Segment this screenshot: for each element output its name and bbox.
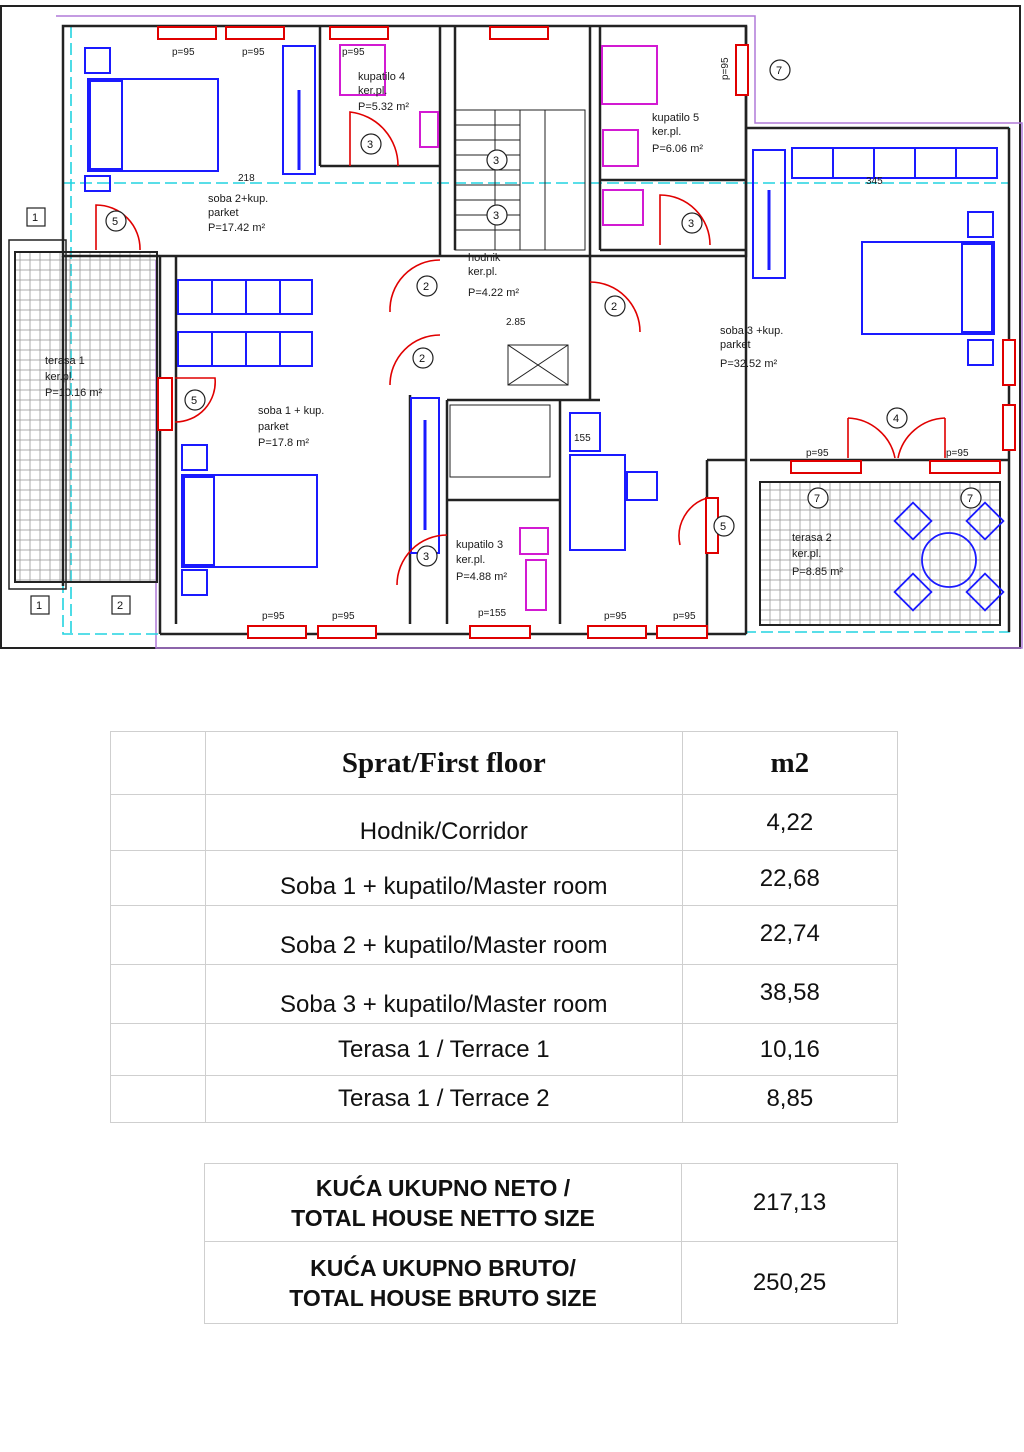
room-label-kupatilo5	[652, 112, 703, 155]
svg-text:P=5.32 m²: P=5.32 m²	[358, 101, 410, 113]
svg-text:soba 2+kup.: soba 2+kup.	[208, 193, 269, 205]
svg-text:soba 1 + kup.: soba 1 + kup.	[258, 405, 325, 417]
svg-text:7: 7	[776, 65, 783, 77]
svg-text:3: 3	[493, 155, 500, 167]
svg-text:terasa 2: terasa 2	[792, 532, 832, 544]
svg-text:3: 3	[688, 218, 695, 230]
svg-text:p=155: p=155	[478, 608, 507, 619]
door-mark	[605, 296, 625, 316]
svg-text:3: 3	[367, 139, 374, 151]
svg-text:p=95: p=95	[262, 611, 285, 622]
svg-text:5: 5	[720, 521, 727, 533]
room-label-kupatilo4	[358, 71, 409, 113]
svg-text:ker.pl.: ker.pl.	[652, 126, 682, 138]
svg-text:p=95: p=95	[604, 611, 627, 622]
totals-table	[204, 1163, 898, 1324]
table-row	[111, 906, 898, 965]
svg-text:3: 3	[493, 210, 500, 222]
table-row	[111, 795, 898, 851]
svg-text:ker.pl.: ker.pl.	[468, 266, 498, 278]
terrace-1	[9, 240, 157, 589]
row-label: Soba 3 + kupatilo/Master room	[205, 965, 682, 1024]
row-value: 10,16	[682, 1024, 897, 1076]
door-mark	[770, 60, 790, 80]
svg-text:p=95: p=95	[720, 57, 731, 80]
svg-text:345: 345	[866, 176, 883, 187]
svg-text:p=95: p=95	[806, 448, 829, 459]
door-mark	[106, 211, 126, 231]
door-mark	[185, 390, 205, 410]
svg-text:hodnik: hodnik	[468, 252, 501, 264]
header-floor: Sprat/First floor	[205, 732, 682, 795]
area-table-header	[111, 732, 898, 795]
door-mark	[961, 488, 981, 508]
svg-text:P=6.06 m²: P=6.06 m²	[652, 143, 704, 155]
svg-text:5: 5	[112, 216, 119, 228]
door-mark	[682, 213, 702, 233]
row-label: Hodnik/Corridor	[205, 795, 682, 851]
svg-text:P=8.85 m²: P=8.85 m²	[792, 566, 844, 578]
row-value: 8,85	[682, 1076, 897, 1123]
row-value: 4,22	[682, 795, 897, 851]
svg-text:7: 7	[814, 493, 821, 505]
svg-text:kupatilo 5: kupatilo 5	[652, 112, 700, 124]
row-label: Soba 2 + kupatilo/Master room	[205, 906, 682, 965]
row-label: Soba 1 + kupatilo/Master room	[205, 851, 682, 906]
svg-text:p=95: p=95	[673, 611, 696, 622]
svg-text:2: 2	[117, 600, 124, 612]
room-label-hodnik	[468, 252, 519, 299]
svg-text:parket: parket	[258, 421, 289, 433]
door-mark	[361, 134, 381, 154]
axis-mark	[27, 208, 45, 226]
svg-text:1: 1	[36, 600, 43, 612]
total-bruto-label: KUĆA UKUPNO BRUTO/ TOTAL HOUSE BRUTO SIZE	[205, 1242, 682, 1324]
svg-text:p=95: p=95	[342, 47, 365, 58]
total-netto-label: KUĆA UKUPNO NETO / TOTAL HOUSE NETTO SIZE	[205, 1164, 682, 1242]
table-row	[111, 1076, 898, 1123]
row-label: Terasa 1 / Terrace 2	[205, 1076, 682, 1123]
svg-text:P=4.88 m²: P=4.88 m²	[456, 571, 508, 583]
row-label: Terasa 1 / Terrace 1	[205, 1024, 682, 1076]
svg-text:ker.pl.: ker.pl.	[456, 554, 486, 566]
svg-text:soba 3 +kup.: soba 3 +kup.	[720, 325, 784, 337]
door-mark	[487, 150, 507, 170]
table-row	[111, 851, 898, 906]
svg-text:p=95: p=95	[946, 448, 969, 459]
door-mark	[487, 205, 507, 225]
svg-text:P=17.8 m²: P=17.8 m²	[258, 437, 310, 449]
header-unit: m2	[682, 732, 897, 795]
svg-text:2.85: 2.85	[506, 317, 526, 328]
door-mark	[887, 408, 907, 428]
svg-text:4: 4	[893, 413, 900, 425]
svg-text:1: 1	[32, 212, 39, 224]
total-bruto-value: 250,25	[682, 1242, 898, 1324]
door-mark	[808, 488, 828, 508]
svg-text:p=95: p=95	[242, 47, 265, 58]
svg-text:terasa 1: terasa 1	[45, 355, 85, 367]
svg-text:2: 2	[611, 301, 618, 313]
door-mark	[417, 546, 437, 566]
svg-text:parket: parket	[208, 207, 239, 219]
table-row	[111, 1024, 898, 1076]
header-blank	[111, 732, 206, 795]
floor-plan	[0, 0, 1024, 650]
room-label-soba3	[720, 325, 783, 370]
svg-text:5: 5	[191, 395, 198, 407]
door-mark	[413, 348, 433, 368]
total-row-netto	[205, 1164, 898, 1242]
table-row	[111, 965, 898, 1024]
row-value: 22,74	[682, 906, 897, 965]
room-label-soba1	[258, 405, 324, 449]
svg-text:p=95: p=95	[172, 47, 195, 58]
svg-text:p=95: p=95	[332, 611, 355, 622]
svg-text:2: 2	[423, 281, 430, 293]
svg-text:P=17.42 m²: P=17.42 m²	[208, 222, 266, 234]
svg-text:P=32.52 m²: P=32.52 m²	[720, 358, 778, 370]
svg-text:ker.pl.: ker.pl.	[358, 85, 388, 97]
room-label-kupatilo3	[456, 539, 507, 583]
door-mark	[714, 516, 734, 536]
total-row-bruto	[205, 1242, 898, 1324]
svg-text:218: 218	[238, 173, 255, 184]
room-label-soba2	[208, 193, 268, 234]
svg-text:ker.pl.: ker.pl.	[45, 371, 75, 383]
svg-text:155: 155	[574, 433, 591, 444]
door-mark	[417, 276, 437, 296]
sanitary	[340, 45, 657, 610]
axis-mark	[31, 596, 49, 614]
svg-text:3: 3	[423, 551, 430, 563]
svg-text:ker.pl.: ker.pl.	[792, 548, 822, 560]
axis-mark	[112, 596, 130, 614]
total-netto-value: 217,13	[682, 1164, 898, 1242]
svg-text:parket: parket	[720, 339, 751, 351]
row-value: 38,58	[682, 965, 897, 1024]
svg-text:P=4.22 m²: P=4.22 m²	[468, 287, 520, 299]
row-value: 22,68	[682, 851, 897, 906]
svg-text:kupatilo 4: kupatilo 4	[358, 71, 406, 83]
svg-text:7: 7	[967, 493, 974, 505]
area-table	[110, 731, 898, 1123]
svg-text:2: 2	[419, 353, 426, 365]
room-labels	[45, 71, 843, 583]
svg-text:P=10.16 m²: P=10.16 m²	[45, 387, 103, 399]
svg-text:kupatilo 3: kupatilo 3	[456, 539, 504, 551]
